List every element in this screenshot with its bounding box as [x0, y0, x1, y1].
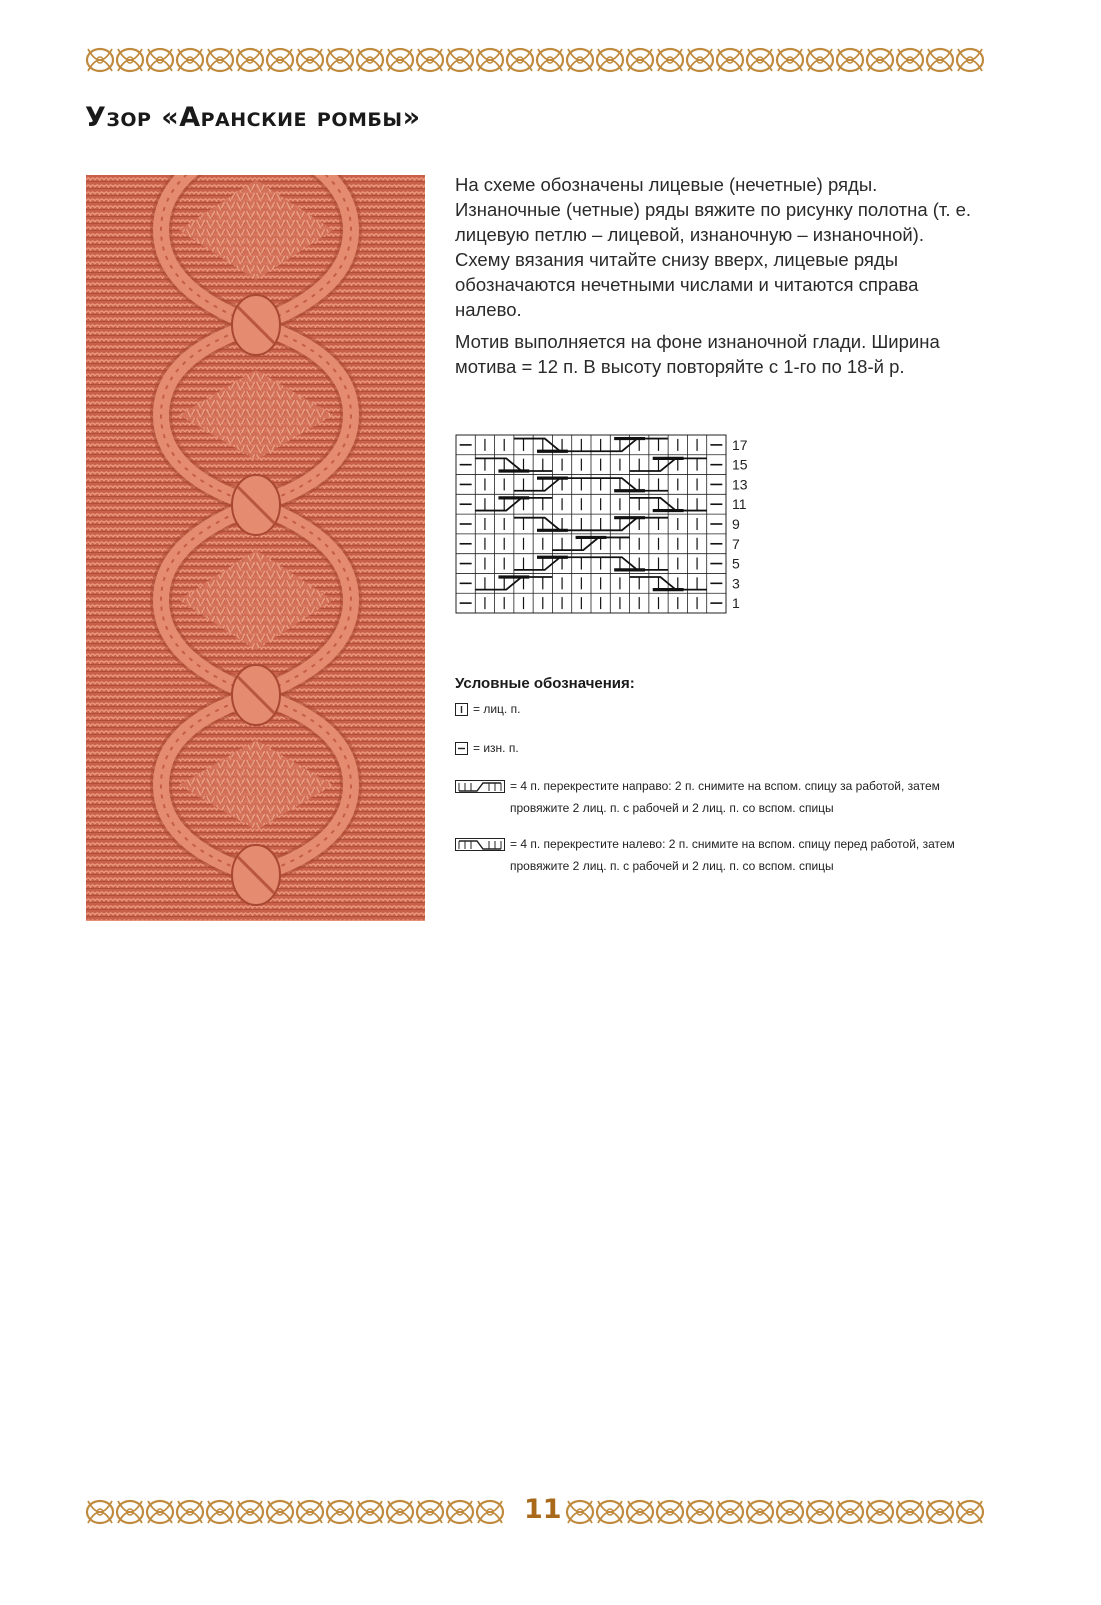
- chart-row-label: 5: [732, 555, 740, 572]
- knitting-chart: [455, 434, 765, 614]
- legend-cross-left: [455, 833, 995, 877]
- legend-cross-right-text: = 4 п. перекрестите направо: 2 п. снимите на вспом. спицу за работой, затем провяжите 2 лиц. п. с рабочей и 2 лиц. п. со вспом. спицы: [510, 779, 940, 815]
- celtic-ornament-top-border: [85, 45, 985, 75]
- chart-row-label: 9: [732, 516, 740, 532]
- legend-purl-stitch: [455, 737, 995, 759]
- instructions-paragraph-2: Мотив выполняется на фоне изнаночной глади. Ширина мотива = 12 п. В высоту повторяйте с 1-го по 18-й р.: [455, 331, 940, 377]
- cable-left-symbol-icon: [455, 838, 505, 851]
- page-number: 11: [524, 1494, 562, 1525]
- chart-grid: [456, 435, 726, 613]
- instructions-text: [455, 172, 975, 386]
- legend-knit-stitch: [455, 698, 995, 720]
- chart-row-label: 1: [732, 595, 740, 612]
- knit-sample-photo: [86, 175, 425, 921]
- purl-stitch-symbol-icon: [455, 742, 468, 755]
- chart-row-label: 11: [732, 496, 747, 513]
- chart-row-label: 17: [732, 436, 748, 453]
- page-title: Узор «Аранские ромбы»: [85, 102, 421, 133]
- legend-purl-text: = изн. п.: [473, 741, 519, 755]
- legend-title: Условные обозначения:: [455, 675, 635, 692]
- chart-row-label: 15: [732, 456, 748, 473]
- chart-row-labels: [732, 437, 748, 611]
- legend: [455, 675, 995, 877]
- chart-row-label: 3: [732, 575, 740, 592]
- instructions-paragraph-1: На схеме обозначены лицевые (нечетные) ряды. Изнаночные (четные) ряды вяжите по рисунку полотна (т. е. лицевую петлю – лицевой, изнаночную – изнаночной). Схему вязания читайте снизу вверх, лицевые ряды обозначаются нечетными числами и читаются справа налево.: [455, 174, 972, 320]
- legend-cross-right: [455, 775, 995, 819]
- legend-knit-text: = лиц. п.: [473, 702, 521, 716]
- legend-cross-left-text: = 4 п. перекрестите налево: 2 п. снимите на вспом. спицу перед работой, затем провяжите 2 лиц. п. с рабочей и 2 лиц. п. со вспом. спицы: [510, 837, 955, 873]
- knotwork-pattern: [87, 49, 983, 71]
- cable-right-symbol-icon: [455, 780, 505, 793]
- chart-row-label: 13: [732, 476, 748, 493]
- knit-stitch-symbol-icon: [455, 703, 468, 716]
- chart-row-label: 7: [732, 535, 740, 552]
